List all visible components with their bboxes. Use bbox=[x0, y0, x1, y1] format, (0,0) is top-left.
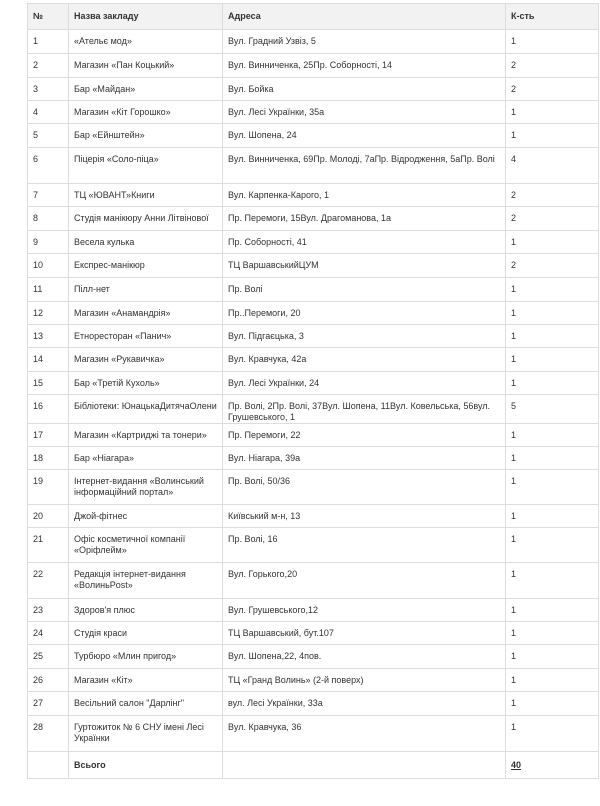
table-row bbox=[28, 424, 599, 447]
table-row bbox=[28, 622, 599, 645]
table-row bbox=[28, 395, 599, 424]
row-address: Вул. Грушевського,12 bbox=[223, 599, 506, 622]
row-count: 1 bbox=[506, 622, 599, 645]
row-num: 6 bbox=[28, 148, 69, 184]
row-count: 4 bbox=[506, 148, 599, 184]
row-address: Вул. Лесі Українки, 35а bbox=[223, 101, 506, 124]
row-address: ТЦ «Гранд Волинь» (2-й поверх) bbox=[223, 669, 506, 692]
row-name: Піцерія «Соло-піца» bbox=[69, 148, 223, 184]
row-num: 18 bbox=[28, 447, 69, 470]
row-num: 28 bbox=[28, 716, 69, 752]
row-name: Студія манікюру Анни Літвінової bbox=[69, 207, 223, 231]
row-num: 4 bbox=[28, 101, 69, 124]
row-num: 5 bbox=[28, 124, 69, 148]
header-row bbox=[28, 4, 599, 30]
row-num: 21 bbox=[28, 528, 69, 563]
row-num: 20 bbox=[28, 505, 69, 528]
row-count: 1 bbox=[506, 692, 599, 716]
table-row bbox=[28, 254, 599, 278]
table-row bbox=[28, 78, 599, 101]
row-name: Весільний салон "Дарлінг" bbox=[69, 692, 223, 716]
row-address: Вул. Шопена,22, 4пов. bbox=[223, 645, 506, 669]
row-address: вул. Лесі Українки, 33а bbox=[223, 692, 506, 716]
row-name: Бар «Ніагара» bbox=[69, 447, 223, 470]
header-address: Адреса bbox=[223, 4, 506, 30]
table-row bbox=[28, 30, 599, 54]
row-address: Пр. Волі bbox=[223, 278, 506, 302]
row-num: 17 bbox=[28, 424, 69, 447]
row-name: Інтернет-видання «Волинський інформаційний портал» bbox=[69, 470, 223, 505]
row-num: 12 bbox=[28, 302, 69, 325]
row-address: Пр. Соборності, 41 bbox=[223, 231, 506, 254]
row-name: Бібліотеки: ЮнацькаДитячаОлени bbox=[69, 395, 223, 424]
header-count: К-сть bbox=[506, 4, 599, 30]
row-num: 27 bbox=[28, 692, 69, 716]
table-row bbox=[28, 302, 599, 325]
row-address: Вул. Кравчука, 42а bbox=[223, 348, 506, 372]
table-row bbox=[28, 599, 599, 622]
row-name: Бар «Майдан» bbox=[69, 78, 223, 101]
row-num: 1 bbox=[28, 30, 69, 54]
row-address: Вул. Винниченка, 69Пр. Молоді, 7аПр. Відродження, 5аПр. Волі bbox=[223, 148, 506, 184]
row-num: 23 bbox=[28, 599, 69, 622]
row-name: Експрес-манікюр bbox=[69, 254, 223, 278]
table-row bbox=[28, 447, 599, 470]
row-count: 1 bbox=[506, 101, 599, 124]
row-address: Пр. Волі, 50/36 bbox=[223, 470, 506, 505]
row-address: ТЦ Варшавський, бут.107 bbox=[223, 622, 506, 645]
row-address: Пр..Перемоги, 20 bbox=[223, 302, 506, 325]
row-name: Магазин «Кіт Горошко» bbox=[69, 101, 223, 124]
row-name: Магазин «Пан Коцький» bbox=[69, 54, 223, 78]
row-name: ТЦ «ЮВАНТ»Книги bbox=[69, 184, 223, 207]
row-address: Вул. Кравчука, 36 bbox=[223, 716, 506, 752]
row-name: Редакція інтернет-видання «ВолиньPost» bbox=[69, 563, 223, 599]
row-name: Здоров'я плюс bbox=[69, 599, 223, 622]
row-num: 16 bbox=[28, 395, 69, 424]
row-num: 10 bbox=[28, 254, 69, 278]
row-name: Пілл-нет bbox=[69, 278, 223, 302]
row-count: 2 bbox=[506, 207, 599, 231]
row-name: Весела кулька bbox=[69, 231, 223, 254]
row-name: «Ательє мод» bbox=[69, 30, 223, 54]
row-num: 3 bbox=[28, 78, 69, 101]
table-row bbox=[28, 54, 599, 78]
row-count: 2 bbox=[506, 54, 599, 78]
row-count: 1 bbox=[506, 278, 599, 302]
row-name: Турбюро «Млин пригод» bbox=[69, 645, 223, 669]
table-row bbox=[28, 101, 599, 124]
table-row bbox=[28, 372, 599, 395]
row-address: Пр. Волі, 2Пр. Волі, 37Вул. Шопена, 11Вул. Ковельська, 56вул. Грушевського, 1 bbox=[223, 395, 506, 424]
table-row bbox=[28, 184, 599, 207]
total-num-cell bbox=[28, 752, 69, 779]
row-name: Джой-фітнес bbox=[69, 505, 223, 528]
row-address: Вул. Бойка bbox=[223, 78, 506, 101]
row-count: 1 bbox=[506, 231, 599, 254]
row-address: Вул. Лесі Українки, 24 bbox=[223, 372, 506, 395]
row-address: Вул. Шопена, 24 bbox=[223, 124, 506, 148]
row-name: Бар «Ейнштейн» bbox=[69, 124, 223, 148]
locations-table bbox=[27, 3, 599, 779]
row-count: 1 bbox=[506, 669, 599, 692]
row-count: 1 bbox=[506, 30, 599, 54]
row-address: Вул. Карпенка-Карого, 1 bbox=[223, 184, 506, 207]
row-count: 1 bbox=[506, 599, 599, 622]
row-address: Київський м-н, 13 bbox=[223, 505, 506, 528]
row-count: 2 bbox=[506, 254, 599, 278]
table-row bbox=[28, 692, 599, 716]
row-name: Магазин «Рукавичка» bbox=[69, 348, 223, 372]
row-num: 8 bbox=[28, 207, 69, 231]
row-count: 1 bbox=[506, 505, 599, 528]
row-address: Вул. Горького,20 bbox=[223, 563, 506, 599]
row-count: 1 bbox=[506, 528, 599, 563]
table-row bbox=[28, 231, 599, 254]
row-num: 11 bbox=[28, 278, 69, 302]
row-count: 2 bbox=[506, 184, 599, 207]
row-address: Вул. Винниченка, 25Пр. Соборності, 14 bbox=[223, 54, 506, 78]
row-count: 1 bbox=[506, 470, 599, 505]
row-name: Етноресторан «Панич» bbox=[69, 325, 223, 348]
total-label: Всього bbox=[69, 752, 223, 779]
table-row bbox=[28, 563, 599, 599]
row-num: 19 bbox=[28, 470, 69, 505]
row-address: Пр. Перемоги, 15Вул. Драгоманова, 1а bbox=[223, 207, 506, 231]
row-address: Вул. Підгаєцька, 3 bbox=[223, 325, 506, 348]
row-count: 1 bbox=[506, 563, 599, 599]
row-count: 1 bbox=[506, 302, 599, 325]
header-name: Назва закладу bbox=[69, 4, 223, 30]
row-count: 1 bbox=[506, 124, 599, 148]
row-name: Магазин «Анамандрія» bbox=[69, 302, 223, 325]
row-count: 1 bbox=[506, 325, 599, 348]
table-row bbox=[28, 470, 599, 505]
row-num: 25 bbox=[28, 645, 69, 669]
row-address: Вул. Градний Узвіз, 5 bbox=[223, 30, 506, 54]
row-count: 1 bbox=[506, 716, 599, 752]
header-num: № bbox=[28, 4, 69, 30]
row-name: Магазин «Кіт» bbox=[69, 669, 223, 692]
row-name: Офіс косметичної компанії «Оріфлейм» bbox=[69, 528, 223, 563]
row-name: Студія краси bbox=[69, 622, 223, 645]
row-num: 24 bbox=[28, 622, 69, 645]
total-value: 40 bbox=[506, 752, 599, 779]
table-row bbox=[28, 645, 599, 669]
table-row bbox=[28, 148, 599, 184]
total-row bbox=[28, 752, 599, 779]
row-count: 2 bbox=[506, 78, 599, 101]
table-row bbox=[28, 207, 599, 231]
row-num: 14 bbox=[28, 348, 69, 372]
row-count: 1 bbox=[506, 645, 599, 669]
table-row bbox=[28, 669, 599, 692]
table-row bbox=[28, 124, 599, 148]
table-row bbox=[28, 505, 599, 528]
row-address: ТЦ ВаршавськийЦУМ bbox=[223, 254, 506, 278]
row-num: 22 bbox=[28, 563, 69, 599]
row-count: 5 bbox=[506, 395, 599, 424]
total-address-cell bbox=[223, 752, 506, 779]
row-num: 15 bbox=[28, 372, 69, 395]
row-count: 1 bbox=[506, 372, 599, 395]
table-row bbox=[28, 348, 599, 372]
row-name: Бар «Третій Кухоль» bbox=[69, 372, 223, 395]
row-num: 7 bbox=[28, 184, 69, 207]
row-name: Магазин «Картриджі та тонери» bbox=[69, 424, 223, 447]
row-address: Пр. Волі, 16 bbox=[223, 528, 506, 563]
row-num: 2 bbox=[28, 54, 69, 78]
table-row bbox=[28, 278, 599, 302]
row-num: 26 bbox=[28, 669, 69, 692]
row-name: Гуртожиток № 6 СНУ імені Лесі Українки bbox=[69, 716, 223, 752]
table-row bbox=[28, 325, 599, 348]
row-address: Пр. Перемоги, 22 bbox=[223, 424, 506, 447]
table-row bbox=[28, 716, 599, 752]
row-count: 1 bbox=[506, 424, 599, 447]
row-count: 1 bbox=[506, 447, 599, 470]
row-num: 13 bbox=[28, 325, 69, 348]
table-row bbox=[28, 528, 599, 563]
row-address: Вул. Ніагара, 39а bbox=[223, 447, 506, 470]
row-count: 1 bbox=[506, 348, 599, 372]
row-num: 9 bbox=[28, 231, 69, 254]
